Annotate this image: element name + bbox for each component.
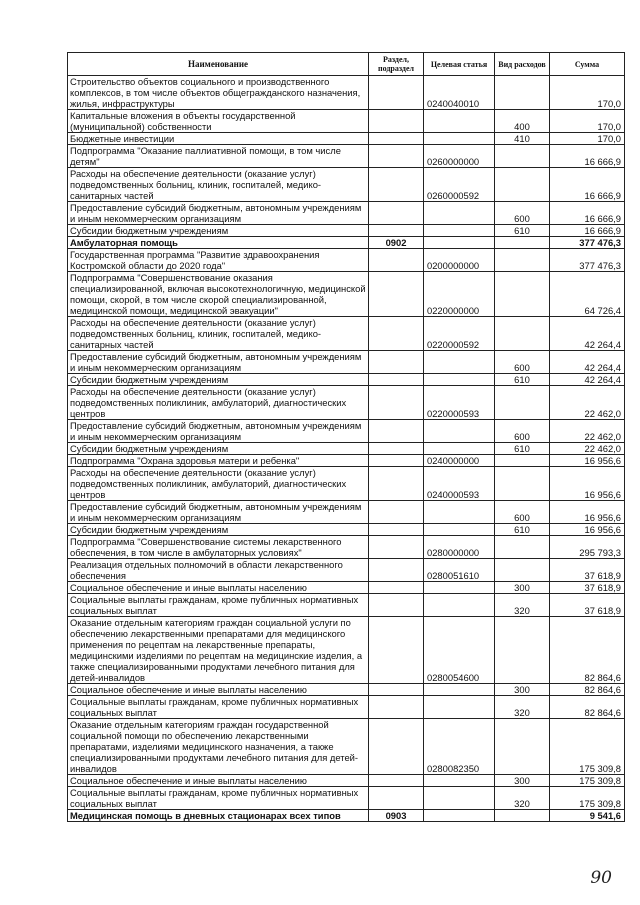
cell-section xyxy=(369,317,424,351)
cell-name: Амбулаторная помощь xyxy=(68,237,369,249)
cell-target-item: 0280082350 xyxy=(424,719,495,775)
cell-amount: 42 264,4 xyxy=(550,374,625,386)
cell-name: Медицинская помощь в дневных стационарах всех типов xyxy=(68,810,369,822)
table-row xyxy=(68,110,625,133)
cell-name: Социальное обеспечение и иные выплаты населению xyxy=(68,775,369,787)
cell-expense-type: 610 xyxy=(495,443,550,455)
cell-target-item xyxy=(424,225,495,237)
cell-amount: 37 618,9 xyxy=(550,582,625,594)
cell-name: Предоставление субсидий бюджетным, автономным учреждениям и иным некоммерческим организациям xyxy=(68,351,369,374)
table-row xyxy=(68,594,625,617)
cell-name: Субсидии бюджетным учреждениям xyxy=(68,524,369,536)
cell-expense-type: 300 xyxy=(495,684,550,696)
cell-section xyxy=(369,168,424,202)
cell-amount: 22 462,0 xyxy=(550,386,625,420)
cell-expense-type xyxy=(495,455,550,467)
cell-amount: 82 864,6 xyxy=(550,617,625,684)
cell-target-item: 0240040010 xyxy=(424,76,495,110)
cell-target-item xyxy=(424,684,495,696)
cell-target-item xyxy=(424,237,495,249)
cell-expense-type xyxy=(495,536,550,559)
cell-amount: 37 618,9 xyxy=(550,559,625,582)
cell-section xyxy=(369,443,424,455)
cell-target-item: 0220000000 xyxy=(424,272,495,317)
cell-section xyxy=(369,249,424,272)
cell-expense-type xyxy=(495,249,550,272)
cell-section xyxy=(369,536,424,559)
header-target-item: Целевая статья xyxy=(424,53,495,76)
table-row xyxy=(68,617,625,684)
cell-section xyxy=(369,374,424,386)
cell-section: 0903 xyxy=(369,810,424,822)
cell-expense-type: 610 xyxy=(495,374,550,386)
cell-amount: 175 309,8 xyxy=(550,719,625,775)
cell-expense-type: 600 xyxy=(495,501,550,524)
cell-target-item: 0200000000 xyxy=(424,249,495,272)
table-row xyxy=(68,272,625,317)
cell-expense-type: 320 xyxy=(495,696,550,719)
cell-expense-type: 400 xyxy=(495,110,550,133)
cell-amount: 170,0 xyxy=(550,133,625,145)
table-row xyxy=(68,582,625,594)
cell-amount: 16 666,9 xyxy=(550,168,625,202)
budget-table xyxy=(67,52,625,822)
cell-target-item: 0260000000 xyxy=(424,145,495,168)
cell-section xyxy=(369,76,424,110)
cell-section xyxy=(369,696,424,719)
table-row xyxy=(68,536,625,559)
table-row xyxy=(68,249,625,272)
cell-name: Оказание отдельным категориям граждан социальной услуги по обеспечению лекарственными препаратами для медицинского применения по рецептам на лекарственные препараты, медицинскими изделиями по рецептам на медицинские изделия, а также специализированными продуктами лечебного питания для детей-инвалидов xyxy=(68,617,369,684)
cell-amount: 82 864,6 xyxy=(550,684,625,696)
cell-expense-type: 600 xyxy=(495,202,550,225)
header-expense-type: Вид расходов xyxy=(495,53,550,76)
cell-expense-type xyxy=(495,559,550,582)
cell-amount: 170,0 xyxy=(550,76,625,110)
cell-section xyxy=(369,386,424,420)
cell-section xyxy=(369,684,424,696)
cell-amount: 16 666,9 xyxy=(550,145,625,168)
cell-name: Строительство объектов социального и производственного комплексов, в том числе объектов общегражданского назначения, жилья, инфраструктуры xyxy=(68,76,369,110)
cell-section xyxy=(369,594,424,617)
cell-expense-type: 300 xyxy=(495,775,550,787)
cell-section xyxy=(369,617,424,684)
cell-target-item xyxy=(424,110,495,133)
cell-amount: 377 476,3 xyxy=(550,237,625,249)
table-row xyxy=(68,775,625,787)
cell-name: Предоставление субсидий бюджетным, автономным учреждениям и иным некоммерческим организациям xyxy=(68,202,369,225)
cell-target-item: 0220000593 xyxy=(424,386,495,420)
cell-name: Субсидии бюджетным учреждениям xyxy=(68,374,369,386)
cell-name: Социальные выплаты гражданам, кроме публичных нормативных социальных выплат xyxy=(68,787,369,810)
cell-expense-type xyxy=(495,76,550,110)
cell-amount: 175 309,8 xyxy=(550,787,625,810)
table-row xyxy=(68,524,625,536)
table-row xyxy=(68,501,625,524)
cell-target-item xyxy=(424,696,495,719)
cell-name: Предоставление субсидий бюджетным, автономным учреждениям и иным некоммерческим организациям xyxy=(68,501,369,524)
table-row xyxy=(68,696,625,719)
cell-name: Расходы на обеспечение деятельности (оказание услуг) подведомственных поликлиник, амбулаторий, диагностических центров xyxy=(68,386,369,420)
cell-section xyxy=(369,145,424,168)
cell-amount: 64 726,4 xyxy=(550,272,625,317)
cell-target-item xyxy=(424,775,495,787)
cell-target-item xyxy=(424,582,495,594)
cell-target-item xyxy=(424,374,495,386)
cell-section xyxy=(369,787,424,810)
cell-target-item: 0260000592 xyxy=(424,168,495,202)
cell-name: Подпрограмма "Совершенствование системы лекарственного обеспечения, в том числе в амбулаторных условиях" xyxy=(68,536,369,559)
cell-section xyxy=(369,351,424,374)
table-row xyxy=(68,145,625,168)
cell-section: 0902 xyxy=(369,237,424,249)
cell-target-item xyxy=(424,501,495,524)
cell-name: Субсидии бюджетным учреждениям xyxy=(68,225,369,237)
cell-target-item: 0280054600 xyxy=(424,617,495,684)
cell-expense-type: 600 xyxy=(495,420,550,443)
cell-name: Социальные выплаты гражданам, кроме публичных нормативных социальных выплат xyxy=(68,594,369,617)
cell-section xyxy=(369,420,424,443)
cell-name: Расходы на обеспечение деятельности (оказание услуг) подведомственных поликлиник, амбулаторий, диагностических центров xyxy=(68,467,369,501)
header-amount: Сумма xyxy=(550,53,625,76)
table-row xyxy=(68,719,625,775)
cell-amount: 9 541,6 xyxy=(550,810,625,822)
cell-name: Бюджетные инвестиции xyxy=(68,133,369,145)
cell-expense-type xyxy=(495,467,550,501)
cell-name: Реализация отдельных полномочий в области лекарственного обеспечения xyxy=(68,559,369,582)
cell-expense-type xyxy=(495,317,550,351)
table-row xyxy=(68,443,625,455)
cell-section xyxy=(369,202,424,225)
table-row xyxy=(68,684,625,696)
table-row xyxy=(68,420,625,443)
cell-target-item: 0280051610 xyxy=(424,559,495,582)
cell-section xyxy=(369,524,424,536)
table-row xyxy=(68,317,625,351)
cell-section xyxy=(369,501,424,524)
cell-name: Социальное обеспечение и иные выплаты населению xyxy=(68,684,369,696)
table-row xyxy=(68,810,625,822)
cell-target-item xyxy=(424,810,495,822)
cell-target-item xyxy=(424,443,495,455)
table-row xyxy=(68,225,625,237)
cell-expense-type xyxy=(495,810,550,822)
cell-amount: 16 666,9 xyxy=(550,202,625,225)
cell-section xyxy=(369,225,424,237)
table-row xyxy=(68,76,625,110)
cell-name: Подпрограмма "Совершенствование оказания специализированной, включая высокотехнологичную, медицинской помощи, скорой, в том числе скорой специализированной, медицинской помощи, медицинской эвакуации" xyxy=(68,272,369,317)
cell-target-item: 0280000000 xyxy=(424,536,495,559)
cell-amount: 22 462,0 xyxy=(550,420,625,443)
table-row xyxy=(68,386,625,420)
table-row xyxy=(68,237,625,249)
cell-amount: 16 956,6 xyxy=(550,524,625,536)
cell-amount: 170,0 xyxy=(550,110,625,133)
cell-target-item: 0240000593 xyxy=(424,467,495,501)
cell-amount: 42 264,4 xyxy=(550,351,625,374)
cell-target-item xyxy=(424,787,495,810)
cell-amount: 82 864,6 xyxy=(550,696,625,719)
cell-expense-type: 320 xyxy=(495,594,550,617)
cell-expense-type xyxy=(495,237,550,249)
table-header-row xyxy=(68,53,625,76)
cell-expense-type xyxy=(495,168,550,202)
cell-target-item xyxy=(424,524,495,536)
header-section: Раздел, подраздел xyxy=(369,53,424,76)
cell-target-item xyxy=(424,594,495,617)
table-row xyxy=(68,467,625,501)
cell-section xyxy=(369,455,424,467)
cell-amount: 37 618,9 xyxy=(550,594,625,617)
cell-expense-type: 300 xyxy=(495,582,550,594)
cell-amount: 295 793,3 xyxy=(550,536,625,559)
cell-expense-type xyxy=(495,719,550,775)
table-row xyxy=(68,351,625,374)
cell-expense-type: 600 xyxy=(495,351,550,374)
cell-name: Предоставление субсидий бюджетным, автономным учреждениям и иным некоммерческим организациям xyxy=(68,420,369,443)
cell-expense-type: 410 xyxy=(495,133,550,145)
cell-amount: 42 264,4 xyxy=(550,317,625,351)
table-body xyxy=(68,76,625,822)
cell-section xyxy=(369,559,424,582)
cell-section xyxy=(369,133,424,145)
cell-target-item xyxy=(424,420,495,443)
cell-target-item: 0220000592 xyxy=(424,317,495,351)
cell-amount: 16 956,6 xyxy=(550,467,625,501)
table-row xyxy=(68,133,625,145)
cell-expense-type xyxy=(495,386,550,420)
cell-amount: 22 462,0 xyxy=(550,443,625,455)
cell-amount: 175 309,8 xyxy=(550,775,625,787)
cell-amount: 377 476,3 xyxy=(550,249,625,272)
cell-name: Капитальные вложения в объекты государственной (муниципальной) собственности xyxy=(68,110,369,133)
cell-amount: 16 666,9 xyxy=(550,225,625,237)
cell-name: Субсидии бюджетным учреждениям xyxy=(68,443,369,455)
cell-name: Социальные выплаты гражданам, кроме публичных нормативных социальных выплат xyxy=(68,696,369,719)
cell-section xyxy=(369,719,424,775)
cell-section xyxy=(369,775,424,787)
cell-expense-type xyxy=(495,145,550,168)
table-row xyxy=(68,168,625,202)
cell-expense-type: 610 xyxy=(495,524,550,536)
cell-name: Государственная программа "Развитие здравоохранения Костромской области до 2020 года" xyxy=(68,249,369,272)
cell-target-item xyxy=(424,133,495,145)
table-row xyxy=(68,787,625,810)
cell-expense-type: 610 xyxy=(495,225,550,237)
cell-amount: 16 956,6 xyxy=(550,501,625,524)
cell-name: Оказание отдельным категориям граждан государственной социальной помощи по обеспечению лекарственными препаратами, изделиями медицинского назначения, а также специализированными продуктами лечебного питания для детей-инвалидов xyxy=(68,719,369,775)
cell-name: Социальное обеспечение и иные выплаты населению xyxy=(68,582,369,594)
cell-name: Расходы на обеспечение деятельности (оказание услуг) подведомственных больниц, клиник, госпиталей, медико-санитарных частей xyxy=(68,317,369,351)
cell-section xyxy=(369,467,424,501)
cell-expense-type xyxy=(495,272,550,317)
table-row xyxy=(68,202,625,225)
cell-amount: 16 956,6 xyxy=(550,455,625,467)
cell-section xyxy=(369,110,424,133)
table-row xyxy=(68,559,625,582)
cell-target-item xyxy=(424,351,495,374)
cell-section xyxy=(369,582,424,594)
cell-expense-type xyxy=(495,617,550,684)
cell-name: Подпрограмма "Оказание паллиативной помощи, в том числе детям" xyxy=(68,145,369,168)
cell-name: Расходы на обеспечение деятельности (оказание услуг) подведомственных больниц, клиник, госпиталей, медико-санитарных частей xyxy=(68,168,369,202)
cell-name: Подпрограмма "Охрана здоровья матери и ребенка" xyxy=(68,455,369,467)
table-row xyxy=(68,455,625,467)
table-row xyxy=(68,374,625,386)
cell-target-item xyxy=(424,202,495,225)
page-number: 90 xyxy=(590,868,612,888)
cell-target-item: 0240000000 xyxy=(424,455,495,467)
cell-section xyxy=(369,272,424,317)
header-name: Наименование xyxy=(68,53,369,76)
cell-expense-type: 320 xyxy=(495,787,550,810)
